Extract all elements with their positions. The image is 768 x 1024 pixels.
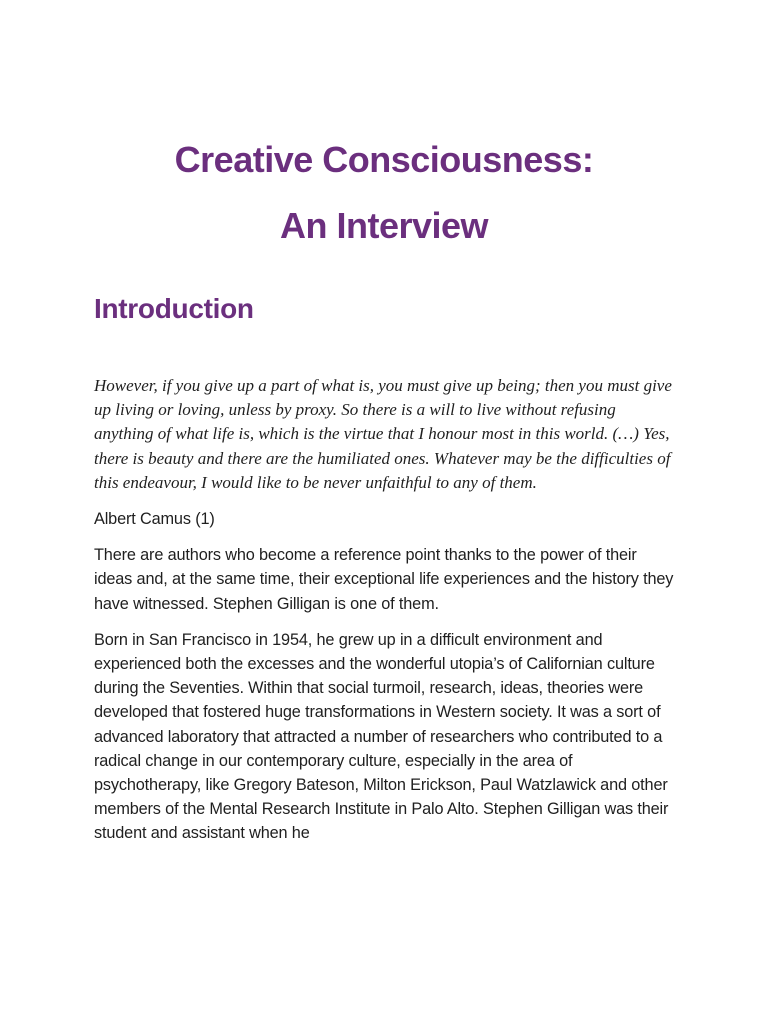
epigraph-attribution: Albert Camus (1) [94,510,215,529]
epigraph-quote: However, if you give up a part of what is, you must give up being; then you must give up living or loving, unless by proxy. So there is a will to live without refusing anything of what life is, which is the virtue that I honour most in this world. (…) Yes, there is beauty and there are the humiliated ones. Whatever may be the difficulties of this endeavour, I would like to be never unfaithful to any of them. [94,376,672,492]
body-text [94,374,676,858]
paragraph: There are authors who become a reference point thanks to the power of their ideas and, at the same time, their exceptional life experiences and the history they have witnessed. Stephen Gilligan is one of them. [94,546,674,613]
document-title [0,127,768,259]
title-line-2: An Interview [279,205,489,247]
title-line-1: Creative Consciousness: [174,139,594,181]
section-heading: Introduction [94,293,254,324]
paragraph: Born in San Francisco in 1954, he grew up in a difficult environment and experienced both the excesses and the wonderful utopia’s of Californian culture during the Seventies. Within that social turmoil, research, ideas, theories were developed that fostered huge transformations in Western society. It was a sort of advanced laboratory that attracted a number of researchers who contributed to a radical change in our contemporary culture, especially in the area of psychotherapy, like Gregory Bateson, Milton Erickson, Paul Watzlawick and other members of the Mental Research Institute in Palo Alto. Stephen Gilligan was their student and assistant when he [94,630,669,843]
